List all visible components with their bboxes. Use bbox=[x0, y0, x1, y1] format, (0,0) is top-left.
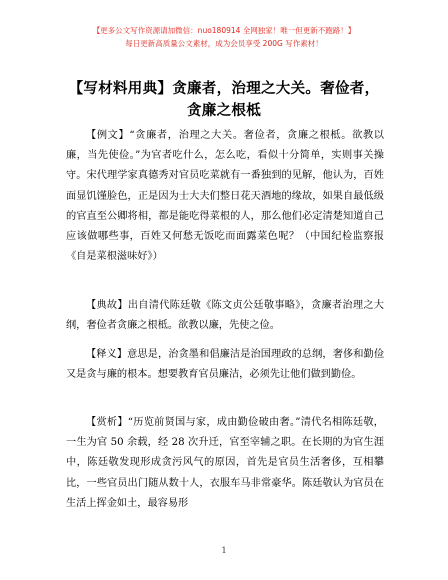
section-text: 出自清代陈廷敬《陈文贞公廷敬事略》，贪廉者治理之大纲，奢俭者贪廉之根柢。欲教以廉，先使之俭。 bbox=[66, 300, 384, 332]
section-text: 意思是，治贪墨和倡廉洁是治国理政的总纲，奢侈和勤俭又是贪与廉的根本。想要教育官员廉洁，必须先让他们做到勤俭。 bbox=[66, 349, 385, 381]
section-text: “贪廉者，治理之大关。奢俭者，贪廉之根柢。欲教以廉，当先使俭。”为官者吃什么，怎么吃，看似十分简单，实则事关操守。宋代理学家真德秀对官员吃菜就有一番独到的见解，他认为，百姓面显饥馑脸色，正是因为士大夫们整日花天酒地的缘故，如果自最低级的官直至公卿将相，都是能吃得菜根的人，那么他们必定清楚知道自己应该做哪些事，百姓又何愁无饭吃而面露菜色呢？（中国纪检监察报《自是菜根滋味好》） bbox=[66, 130, 384, 263]
title-line-1: 【写材料用典】贪廉者，治理之大关。奢俭者， bbox=[68, 81, 380, 97]
section-allusion bbox=[66, 296, 384, 336]
promo-banner-line-1: 【更多公文写作资源请加微信：nuo180914 全网独家！唯一但更新不跑路！】 bbox=[92, 26, 356, 35]
title-line-2: 贪廉之根柢 bbox=[187, 103, 261, 119]
section-tag: 【释义】 bbox=[86, 349, 128, 360]
paragraph-allusion bbox=[66, 296, 384, 336]
section-example bbox=[66, 126, 384, 267]
section-tag: 【典故】 bbox=[86, 300, 128, 311]
section-appreciation bbox=[66, 413, 384, 514]
paragraph-meaning bbox=[66, 345, 384, 385]
section-tag: 【例文】 bbox=[86, 130, 130, 141]
paragraph-appreciation bbox=[66, 413, 384, 514]
section-tag: 【赏析】 bbox=[86, 417, 128, 428]
section-text: “历览前贤国与家，成由勤俭破由奢。”清代名相陈廷敬，一生为官 50 余载，经 28 次升迁，官至宰辅之职。在长期的为官生涯中，陈廷敬发现形成贪污风气的原因，首先是官员生活奢侈，互相攀比，一些官员出门随从数十人，衣服车马非常豪华。陈廷敬认为官员在生活上挥金如土，最容易形 bbox=[66, 417, 384, 509]
section-meaning bbox=[66, 345, 384, 385]
document-title bbox=[30, 78, 418, 122]
paragraph-example bbox=[66, 126, 384, 267]
promo-banner-line-2: 每日更新高质量公文素材，成为会员享受 200G 写作素材！ bbox=[125, 39, 323, 48]
page-number: 1 bbox=[221, 546, 227, 555]
